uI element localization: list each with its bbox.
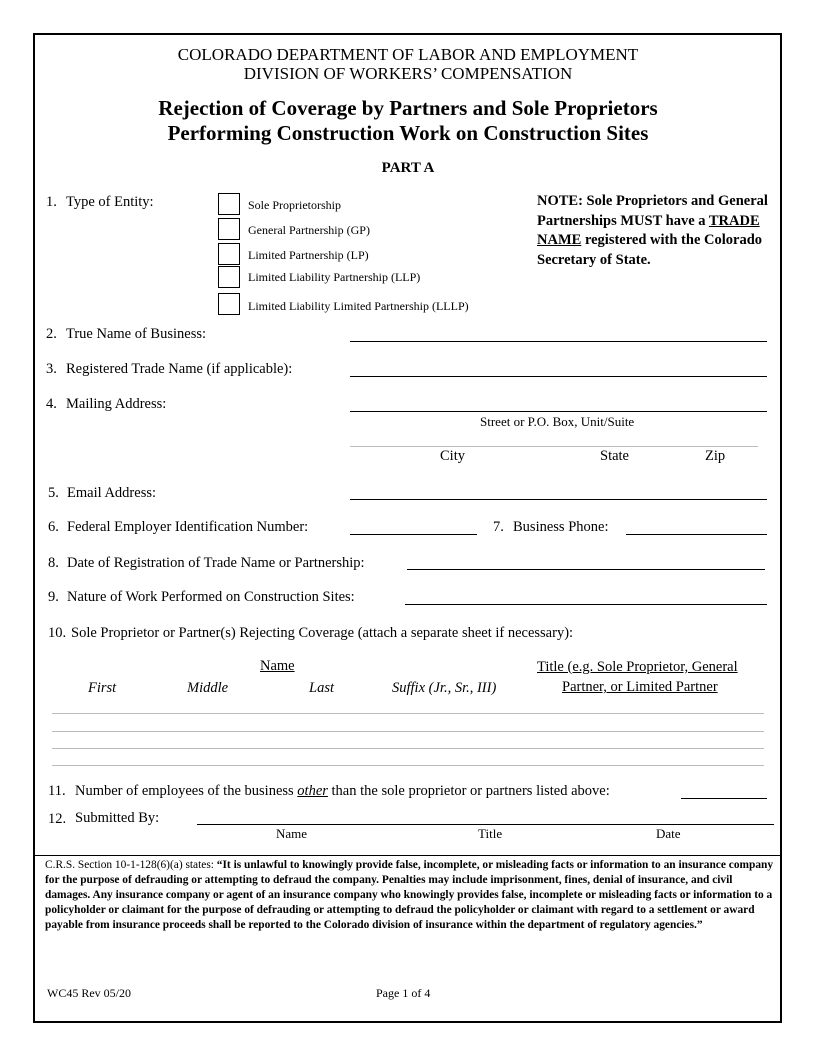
registration-date-label: Date of Registration of Trade Name or Partnership: bbox=[67, 555, 365, 571]
field-3-number: 3. bbox=[46, 361, 57, 377]
agency-name: COLORADO DEPARTMENT OF LABOR AND EMPLOYMENT bbox=[177, 45, 639, 64]
zip-caption: Zip bbox=[705, 448, 726, 464]
disclaimer-body: “It is unlawful to knowingly provide false, incomplete, or misleading facts or information to an insurance company for the purpose of defrauding or attempting to defraud the company. Penalties may include imprisonment, fines, denial of insurance, and civil damages. Any insurance company or agent of an insurance company who knowingly provides false, incomplete or misleading facts or information to a policyholder or claimant for the purpose of defrauding or attempting to defraud the policyholder or claimant with regard to a settlement or award payable from insurance proceeds shall be reported to the Colorado division of insurance within the department of regulatory agencies.” bbox=[45, 859, 774, 931]
submitted-by-label: Submitted By: bbox=[75, 810, 160, 826]
option-limited-partnership: Limited Partnership (LP) bbox=[248, 248, 369, 262]
phone-label: Business Phone: bbox=[513, 519, 609, 535]
coverage-row-1[interactable] bbox=[52, 713, 764, 714]
option-sole-proprietorship: Sole Proprietorship bbox=[248, 198, 341, 212]
note-text1: Sole Proprietors and General Partnerships MUST have a bbox=[537, 193, 768, 229]
true-name-field[interactable] bbox=[350, 341, 767, 342]
state-caption: State bbox=[600, 448, 629, 464]
note-lead: NOTE: bbox=[537, 193, 583, 209]
option-lllp: Limited Liability Limited Partnership (LLLP) bbox=[248, 299, 469, 313]
field-12-number: 12. bbox=[48, 811, 67, 827]
checkbox-general-partnership[interactable] bbox=[218, 218, 240, 240]
note-text2: registered with the Colorado Secretary of State. bbox=[537, 232, 763, 268]
employees-label: Number of employees of the business other than the sole proprietor or partners listed above: bbox=[75, 783, 610, 799]
trade-name-note bbox=[537, 192, 777, 270]
street-field[interactable] bbox=[350, 411, 767, 412]
true-name-label: True Name of Business: bbox=[66, 326, 207, 342]
title-column-header-line2: Partner, or Limited Partner bbox=[562, 679, 718, 695]
form-title-line1: Rejection of Coverage by Partners and Sole Proprietors bbox=[158, 96, 658, 120]
rejecting-coverage-label: Sole Proprietor or Partner(s) Rejecting Coverage (attach a separate sheet if necessary): bbox=[71, 625, 574, 641]
part-label: PART A bbox=[381, 160, 435, 176]
fein-label: Federal Employer Identification Number: bbox=[67, 519, 309, 535]
phone-field[interactable] bbox=[626, 534, 767, 535]
submitted-date-caption: Date bbox=[656, 826, 681, 841]
submitted-title-caption: Title bbox=[478, 826, 503, 841]
city-caption: City bbox=[440, 448, 465, 464]
note-trade: TRADE bbox=[708, 212, 760, 229]
email-label: Email Address: bbox=[67, 485, 157, 501]
option-llp: Limited Liability Partnership (LLP) bbox=[248, 270, 421, 284]
coverage-row-4[interactable] bbox=[52, 765, 764, 766]
nature-of-work-label: Nature of Work Performed on Construction Sites: bbox=[67, 589, 355, 605]
coverage-row-2[interactable] bbox=[52, 731, 764, 732]
checkbox-llp[interactable] bbox=[218, 266, 240, 288]
field-2-number: 2. bbox=[46, 326, 57, 342]
entity-type-label: Type of Entity: bbox=[66, 194, 154, 210]
field-4-number: 4. bbox=[46, 396, 57, 412]
middle-name-column: Middle bbox=[187, 680, 229, 696]
disclaimer-prefix: C.R.S. Section 10-1-128(6)(a) states: bbox=[45, 859, 217, 871]
field-11-number: 11. bbox=[48, 783, 66, 799]
city-state-zip-field[interactable] bbox=[350, 446, 758, 447]
street-caption: Street or P.O. Box, Unit/Suite bbox=[480, 414, 635, 429]
fraud-disclaimer bbox=[45, 858, 775, 933]
first-name-column: First bbox=[88, 680, 117, 696]
field-5-number: 5. bbox=[48, 485, 59, 501]
field-1-number: 1. bbox=[46, 194, 57, 210]
division-name: DIVISION OF WORKERS’ COMPENSATION bbox=[243, 64, 573, 83]
field-8-number: 8. bbox=[48, 555, 59, 571]
employees-field[interactable] bbox=[681, 798, 767, 799]
field-9-number: 9. bbox=[48, 589, 59, 605]
title-column-header-line1: Title (e.g. Sole Proprietor, General bbox=[537, 659, 738, 675]
field-7-number: 7. bbox=[493, 519, 504, 535]
field-6-number: 6. bbox=[48, 519, 59, 535]
name-column-header: Name bbox=[260, 658, 295, 674]
mailing-address-label: Mailing Address: bbox=[66, 396, 167, 412]
checkbox-lllp[interactable] bbox=[218, 293, 240, 315]
coverage-row-3[interactable] bbox=[52, 748, 764, 749]
page-number: Page 1 of 4 bbox=[376, 986, 431, 1000]
field-10-number: 10. bbox=[48, 625, 67, 641]
submitted-name-caption: Name bbox=[276, 826, 308, 841]
fein-field[interactable] bbox=[350, 534, 477, 535]
suffix-column: Suffix (Jr., Sr., III) bbox=[392, 680, 497, 696]
form-revision: WC45 Rev 05/20 bbox=[47, 986, 131, 1000]
checkbox-limited-partnership[interactable] bbox=[218, 243, 240, 265]
checkbox-sole-proprietorship[interactable] bbox=[218, 193, 240, 215]
note-name: NAME bbox=[537, 232, 582, 248]
form-title-line2: Performing Construction Work on Construction Sites bbox=[167, 121, 649, 145]
submitted-by-field[interactable] bbox=[197, 824, 774, 825]
last-name-column: Last bbox=[309, 680, 334, 696]
trade-name-field[interactable] bbox=[350, 376, 767, 377]
option-general-partnership: General Partnership (GP) bbox=[248, 223, 370, 237]
disclaimer-divider bbox=[35, 855, 780, 856]
registration-date-field[interactable] bbox=[407, 569, 765, 570]
email-field[interactable] bbox=[350, 499, 767, 500]
trade-name-label: Registered Trade Name (if applicable): bbox=[66, 361, 293, 377]
nature-of-work-field[interactable] bbox=[405, 604, 767, 605]
